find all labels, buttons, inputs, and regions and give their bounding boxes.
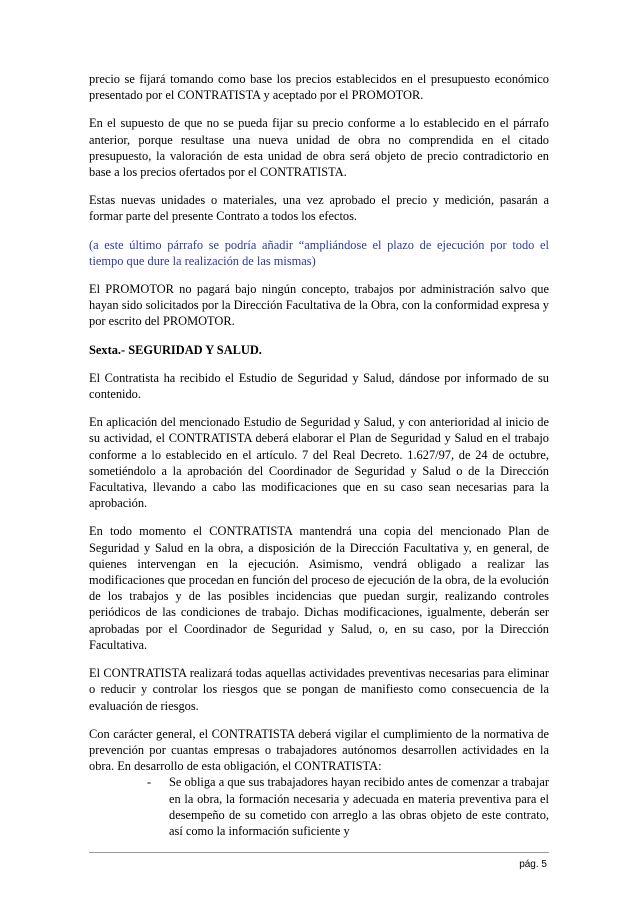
paragraph-actividades: El CONTRATISTA realizará todas aquellas actividades preventivas necesarias para eliminar o reducir y controlar los riesgos que se pongan de manifiesto como consecuencia de la evaluación de riesgos.: [89, 666, 549, 713]
page-number: pág. 5: [519, 859, 547, 870]
paragraph-supuesto: En el supuesto de que no se pueda fijar su precio conforme a lo establecido en el párrafo anterior, porque resultase una nueva unidad de obra no comprendida en el citado presupuesto, la valoración de esta unidad de obra será objeto de precio contradictorio en base a los precios ofertados por el CONTRATISTA.: [89, 116, 549, 180]
list-item: [147, 774, 549, 839]
paragraph-administracion: El PROMOTOR no pagará bajo ningún concepto, trabajos por administración salvo que hayan sido solicitados por la Dirección Facultativa de la Obra, con la conformidad expresa y por escrito del PROMOTOR.: [89, 282, 549, 329]
paragraph-plan: En aplicación del mencionado Estudio de Seguridad y Salud, y con anterioridad al inicio de su actividad, el CONTRATISTA deberá elaborar el Plan de Seguridad y Salud en el trabajo conforme a lo establecido en el artículo. 7 del Real Decreto. 1.627/97, de 24 de octubre, sometiéndolo a la aprobación del Coordinador de Seguridad y Salud o de la Dirección Facultativa, llevando a cabo las modificaciones que en su caso sean necesarias para la aprobación.: [89, 415, 549, 511]
paragraph-note: (a este último párrafo se podría añadir “ampliándose el plazo de ejecución por todo el tiempo que dure la realización de las mismas): [89, 237, 549, 268]
bullet-text: Se obliga a que sus trabajadores hayan recibido antes de comenzar a trabajar en la obra, la formación necesaria y adecuada en materia preventiva para el desempeño de su cometido con arreglo a las obras objeto de este contrato, así como la información suficiente y: [169, 775, 549, 838]
footer-rule: [89, 852, 549, 853]
section-heading: Sexta.- SEGURIDAD Y SALUD.: [89, 342, 262, 357]
paragraph-precio: precio se fijará tomando como base los precios establecidos en el presupuesto económico presentado por el CONTRATISTA y aceptado por el PROMOTOR.: [89, 72, 549, 103]
bullet-marker: -: [147, 775, 152, 790]
paragraph-vigilar: Con carácter general, el CONTRATISTA deberá vigilar el cumplimiento de la normativa de prevención por cuantas empresas o trabajadores autónomos desarrollen actividades en la obra. En desarrollo de esta obligación, el CONTRATISTA:: [89, 726, 549, 774]
paragraph-copia-plan: En todo momento el CONTRATISTA mantendrá una copia del mencionado Plan de Seguridad y Salud en la obra, a disposición de la Dirección Facultativa y, en general, de quienes intervengan en la ejecución. Asimismo, vendrá obligado a realizar las modificaciones que procedan en función del proceso de ejecución de la obra, de la evolución de los trabajos y de las posibles incidencias que puedan surgir, realizando controles periódicos de las condiciones de trabajo. Dichas modificaciones, igualmente, deberán ser aprobadas por el Coordinador de Seguridad y Salud, o, en su caso, por la Dirección Facultativa.: [89, 524, 549, 652]
page-body: [89, 71, 549, 839]
paragraph-nuevas-unidades: Estas nuevas unidades o materiales, una vez aprobado el precio y medición, pasarán a formar parte del presente Contrato a todos los efectos.: [89, 193, 549, 224]
paragraph-estudio: El Contratista ha recibido el Estudio de Seguridad y Salud, dándose por informado de su contenido.: [89, 370, 549, 402]
